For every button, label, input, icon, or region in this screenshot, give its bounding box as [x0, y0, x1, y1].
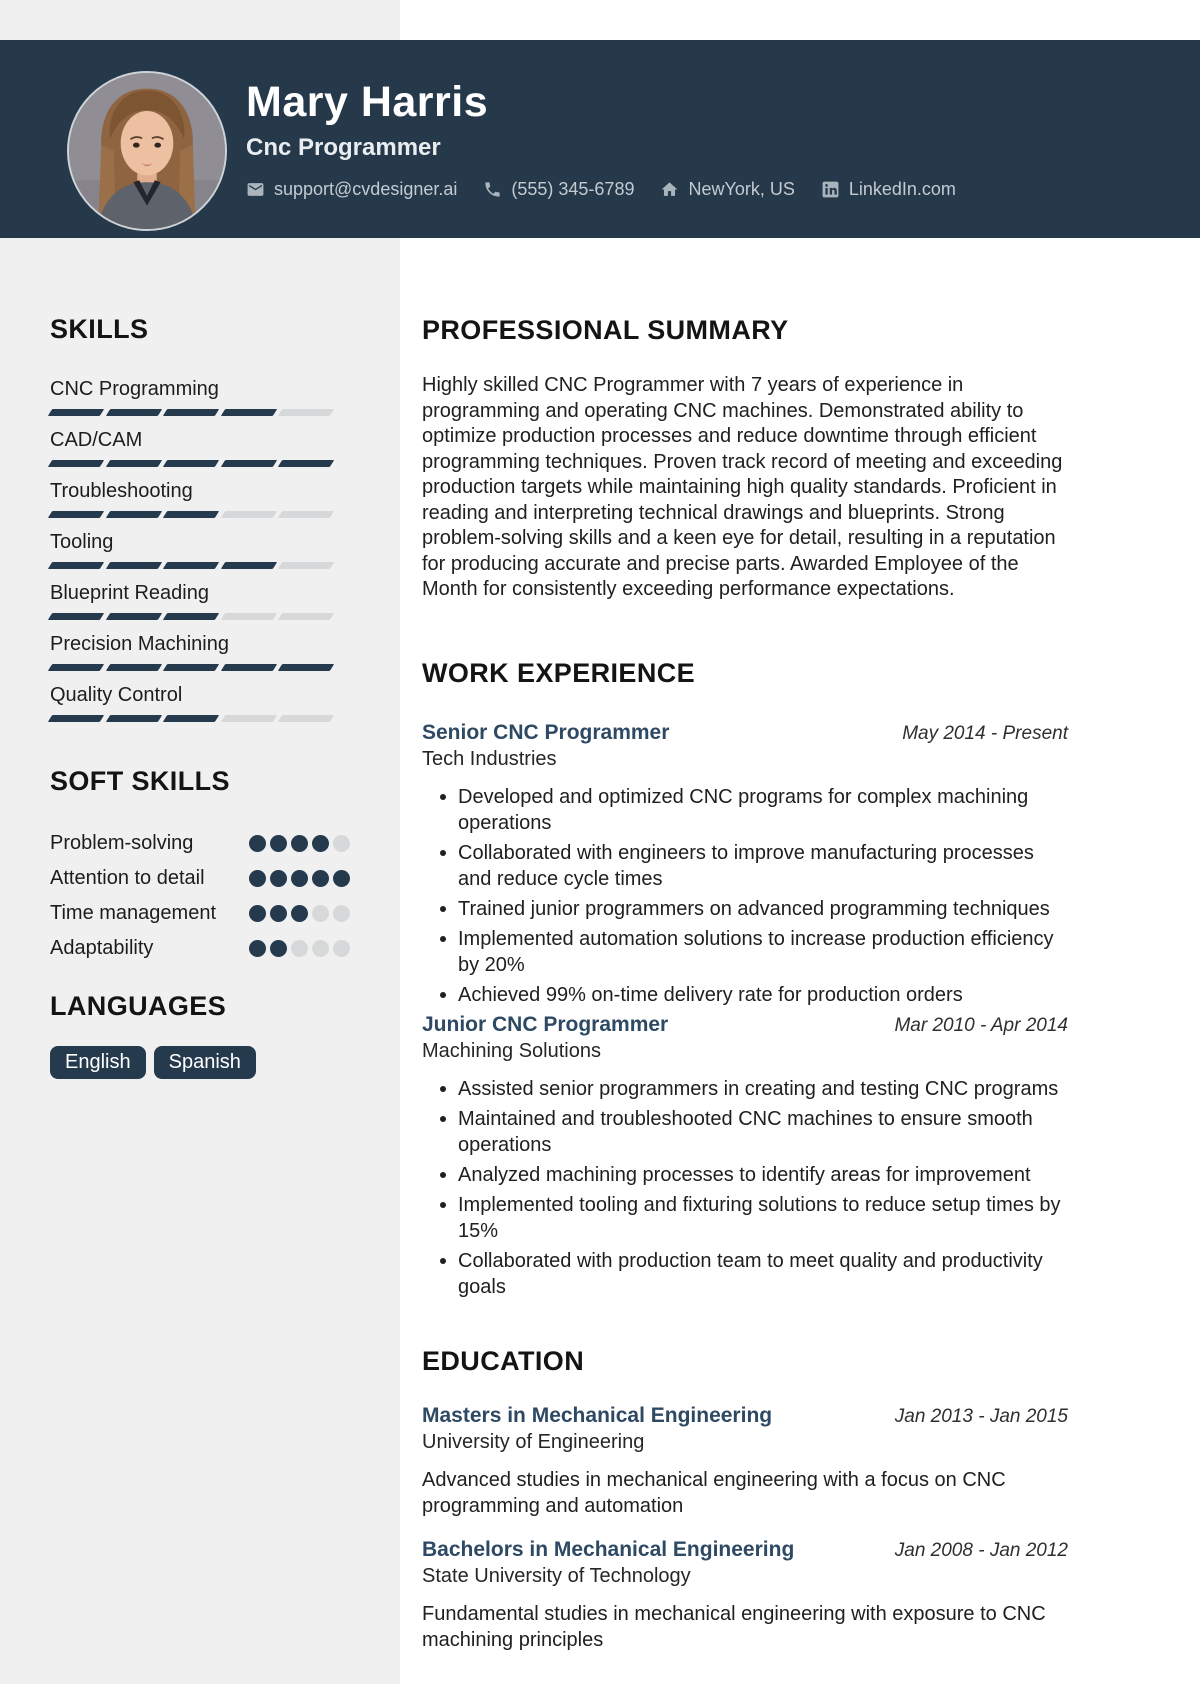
language-pill: Spanish — [154, 1046, 256, 1079]
header-text — [246, 80, 956, 200]
level-mark-filled — [221, 562, 277, 569]
contact-row — [246, 179, 956, 200]
experience-bullet: Maintained and troubleshooted CNC machines to ensure smooth operations — [438, 1106, 1068, 1158]
soft-skill-item — [50, 829, 350, 858]
level-mark-filled — [249, 835, 266, 852]
contact-email-text: support@cvdesigner.ai — [274, 179, 458, 200]
level-mark-filled — [221, 460, 277, 467]
soft-skill-name: Attention to detail — [50, 867, 205, 890]
level-mark-empty — [221, 511, 277, 518]
level-mark-empty — [278, 511, 334, 518]
level-mark-empty — [333, 940, 350, 957]
soft-skill-name: Problem-solving — [50, 832, 194, 855]
level-mark-filled — [163, 409, 219, 416]
education-school: State University of Technology — [422, 1564, 691, 1587]
experience-bullet-list — [422, 784, 1068, 1008]
level-mark-filled — [270, 835, 287, 852]
experience-role: Junior CNC Programmer — [422, 1012, 669, 1036]
skill-name: Precision Machining — [50, 633, 229, 656]
experience-company: Machining Solutions — [422, 1039, 601, 1062]
skill-name: Blueprint Reading — [50, 582, 209, 605]
soft-skill-dots — [249, 835, 350, 858]
experience-bullet: Assisted senior programmers in creating and testing CNC programs — [438, 1076, 1068, 1102]
soft-skill-item — [50, 934, 350, 963]
skill-name: Quality Control — [50, 684, 183, 707]
level-mark-empty — [333, 835, 350, 852]
level-mark-filled — [221, 409, 277, 416]
level-mark-filled — [105, 409, 161, 416]
skill-name: Tooling — [50, 531, 114, 554]
level-mark-filled — [105, 460, 161, 467]
contact-linkedin-text: LinkedIn.com — [848, 179, 956, 200]
level-mark-filled — [270, 870, 287, 887]
level-mark-filled — [249, 905, 266, 922]
experience-dates: Mar 2010 - Apr 2014 — [894, 1014, 1068, 1036]
level-mark-filled — [105, 562, 161, 569]
soft-skill-item — [50, 864, 350, 893]
skill-item — [50, 683, 350, 722]
education-school: University of Engineering — [422, 1430, 645, 1453]
level-mark-filled — [249, 940, 266, 957]
level-mark-filled — [291, 905, 308, 922]
skill-name: CAD/CAM — [50, 429, 143, 452]
level-mark-filled — [291, 870, 308, 887]
level-mark-filled — [48, 511, 104, 518]
skill-item — [50, 632, 350, 671]
experience-bullet: Collaborated with production team to meet quality and productivity goals — [438, 1248, 1068, 1300]
skill-level-bar — [50, 409, 332, 416]
level-mark-filled — [48, 613, 104, 620]
level-mark-filled — [221, 664, 277, 671]
level-mark-filled — [163, 562, 219, 569]
experience-bullet: Developed and optimized CNC programs for complex machining operations — [438, 784, 1068, 836]
level-mark-filled — [48, 409, 104, 416]
level-mark-empty — [291, 940, 308, 957]
contact-linkedin[interactable] — [821, 179, 956, 200]
soft-skill-name: Time management — [50, 902, 216, 925]
avatar-portrait — [69, 73, 225, 229]
skill-item — [50, 581, 350, 620]
experience-heading: WORK EXPERIENCE — [422, 657, 696, 688]
skill-level-bar — [50, 715, 332, 722]
experience-dates: May 2014 - Present — [902, 722, 1068, 744]
skill-level-bar — [50, 460, 332, 467]
education-heading: EDUCATION — [422, 1345, 585, 1376]
skills-heading: SKILLS — [50, 314, 149, 344]
level-mark-filled — [270, 905, 287, 922]
soft-skill-name: Adaptability — [50, 937, 154, 960]
soft-skill-item — [50, 899, 350, 928]
level-mark-filled — [105, 613, 161, 620]
summary-heading: PROFESSIONAL SUMMARY — [422, 315, 789, 345]
envelope-icon — [246, 180, 265, 199]
experience-bullet: Collaborated with engineers to improve manufacturing processes and reduce cycle times — [438, 840, 1068, 892]
contact-location-text: NewYork, US — [688, 179, 795, 200]
soft-skill-dots — [249, 905, 350, 928]
skill-name: Troubleshooting — [50, 480, 193, 503]
level-mark-filled — [270, 940, 287, 957]
phone-icon — [483, 180, 502, 199]
skill-level-bar — [50, 562, 332, 569]
avatar — [67, 71, 227, 231]
level-mark-empty — [278, 409, 334, 416]
main-content — [400, 238, 1200, 1653]
skill-name: CNC Programming — [50, 378, 219, 401]
experience-bullet: Implemented tooling and fixturing solutions to reduce setup times by 15% — [438, 1192, 1068, 1244]
education-entry — [422, 1403, 1068, 1519]
soft-skill-dots — [249, 940, 350, 963]
education-list — [422, 1403, 1068, 1653]
contact-phone[interactable] — [483, 179, 634, 200]
home-icon — [660, 180, 679, 199]
level-mark-filled — [48, 562, 104, 569]
person-job-title: Cnc Programmer — [246, 134, 441, 162]
level-mark-filled — [163, 664, 219, 671]
level-mark-filled — [163, 460, 219, 467]
level-mark-filled — [163, 715, 219, 722]
experience-company: Tech Industries — [422, 747, 557, 770]
experience-bullet: Implemented automation solutions to increase production efficiency by 20% — [438, 926, 1068, 978]
experience-entry — [422, 720, 1068, 1008]
level-mark-empty — [221, 715, 277, 722]
skill-item — [50, 377, 350, 416]
skill-level-bar — [50, 511, 332, 518]
level-mark-filled — [333, 870, 350, 887]
level-mark-empty — [312, 940, 329, 957]
contact-phone-text: (555) 345-6789 — [511, 179, 635, 200]
education-entry — [422, 1537, 1068, 1653]
linkedin-icon — [821, 180, 840, 199]
education-dates: Jan 2008 - Jan 2012 — [894, 1539, 1068, 1561]
level-mark-filled — [105, 511, 161, 518]
soft-skills-heading: SOFT SKILLS — [50, 766, 230, 797]
level-mark-filled — [249, 870, 266, 887]
contact-location — [660, 179, 794, 200]
level-mark-filled — [105, 715, 161, 722]
soft-skills-list — [50, 829, 350, 963]
experience-bullet: Analyzed machining processes to identify areas for improvement — [438, 1162, 1068, 1188]
education-entry-head — [422, 1403, 1068, 1429]
experience-entry — [422, 1012, 1068, 1300]
level-mark-filled — [312, 835, 329, 852]
experience-entry-head — [422, 1012, 1068, 1038]
contact-email[interactable] — [246, 179, 457, 200]
education-degree: Bachelors in Mechanical Engineering — [422, 1537, 795, 1561]
soft-skill-dots — [249, 870, 350, 893]
level-mark-filled — [48, 664, 104, 671]
skills-list — [50, 377, 350, 722]
level-mark-filled — [312, 870, 329, 887]
education-dates: Jan 2013 - Jan 2015 — [894, 1405, 1068, 1427]
level-mark-filled — [105, 664, 161, 671]
education-entry-head — [422, 1537, 1068, 1563]
skill-level-bar — [50, 613, 332, 620]
level-mark-empty — [221, 613, 277, 620]
languages-list — [50, 1046, 350, 1079]
summary-text: Highly skilled CNC Programmer with 7 years of experience in programming and operating CNC machines. Demonstrated ability to optimize production processes and reduce downtime through efficient programming techniques. Proven track record of meeting and exceeding production targets while maintaining high quality standards. Proficient in reading and interpreting technical drawings and blueprints. Strong problem-solving skills and a keen eye for detail, resulting in a reputation for producing accurate and precise parts. Awarded Employee of the Month for consistently exceeding performance expectations. — [422, 374, 1063, 601]
skill-level-bar — [50, 664, 332, 671]
education-description: Advanced studies in mechanical engineering with a focus on CNC programming and automation — [422, 1468, 1006, 1517]
education-description: Fundamental studies in mechanical engineering with exposure to CNC machining principles — [422, 1602, 1046, 1651]
level-mark-filled — [278, 460, 334, 467]
experience-bullet-list — [422, 1076, 1068, 1300]
skill-item — [50, 530, 350, 569]
language-pill: English — [50, 1046, 146, 1079]
level-mark-filled — [48, 715, 104, 722]
level-mark-filled — [163, 613, 219, 620]
level-mark-filled — [291, 835, 308, 852]
languages-heading: LANGUAGES — [50, 991, 227, 1022]
level-mark-empty — [278, 715, 334, 722]
level-mark-empty — [278, 613, 334, 620]
skill-item — [50, 479, 350, 518]
level-mark-filled — [278, 664, 334, 671]
experience-bullet: Trained junior programmers on advanced programming techniques — [438, 896, 1068, 922]
experience-list — [422, 720, 1068, 1300]
level-mark-filled — [163, 511, 219, 518]
education-degree: Masters in Mechanical Engineering — [422, 1403, 773, 1427]
experience-entry-head — [422, 720, 1068, 746]
skill-item — [50, 428, 350, 467]
sidebar — [0, 238, 400, 1079]
experience-role: Senior CNC Programmer — [422, 720, 670, 744]
header — [0, 40, 1200, 238]
experience-bullet: Achieved 99% on-time delivery rate for production orders — [438, 982, 1068, 1008]
level-mark-empty — [333, 905, 350, 922]
level-mark-filled — [48, 460, 104, 467]
level-mark-empty — [278, 562, 334, 569]
person-name: Mary Harris — [246, 78, 489, 126]
level-mark-empty — [312, 905, 329, 922]
